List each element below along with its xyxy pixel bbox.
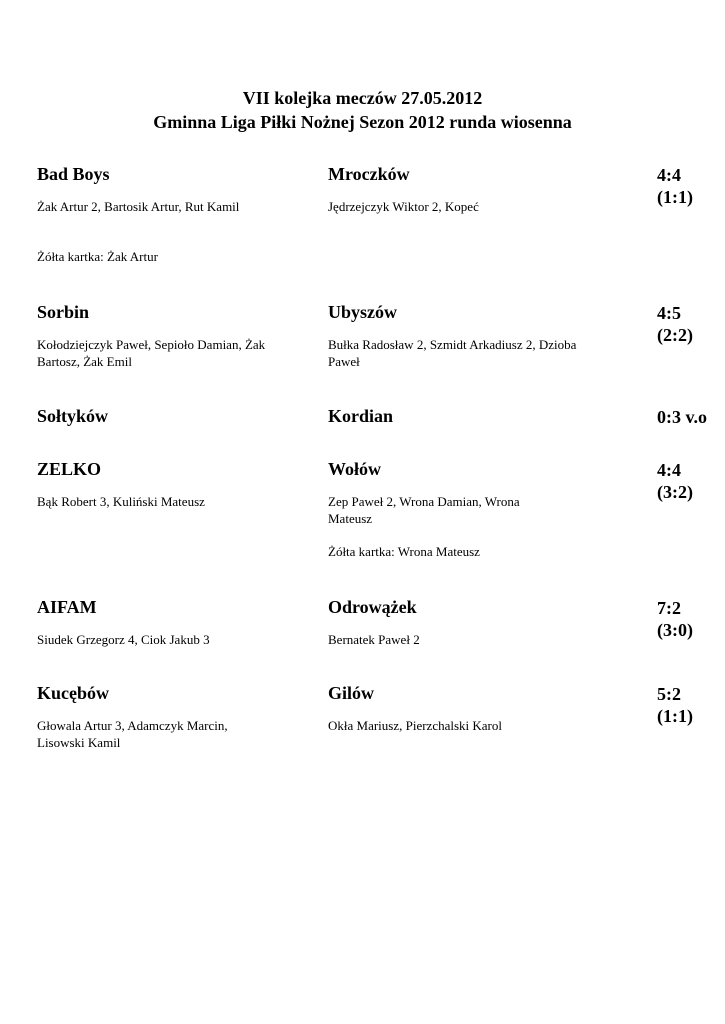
home-scorers: Kołodziejczyk Paweł, Sepioło Damian, Żak Bartosz, Żak Emil — [37, 337, 266, 369]
half-time-score: (3:2) — [657, 482, 693, 502]
away-yellow-card: Żółta kartka: Wrona Mateusz — [328, 544, 480, 559]
final-score: 5:2 — [657, 684, 681, 704]
half-time-score: (1:1) — [657, 706, 693, 726]
away-team: Mroczków — [328, 164, 410, 184]
final-score: 7:2 — [657, 598, 681, 618]
home-team: AIFAM — [37, 597, 97, 617]
home-team: Kucębów — [37, 683, 109, 703]
match-score — [657, 406, 707, 428]
home-team: Sorbin — [37, 302, 90, 322]
away-scorers: Bułka Radosław 2, Szmidt Arkadiusz 2, Dzioba Paweł — [328, 337, 577, 369]
home-scorers: Bąk Robert 3, Kuliński Mateusz — [37, 494, 205, 509]
half-time-score: (3:0) — [657, 620, 693, 640]
away-team: Wołów — [328, 459, 382, 479]
document-subtitle: Gminna Liga Piłki Nożnej Sezon 2012 runda wiosenna — [153, 112, 572, 132]
match-score — [657, 683, 693, 727]
away-scorers: Bernatek Paweł 2 — [328, 632, 420, 647]
away-team: Kordian — [328, 406, 394, 426]
home-scorers: Żak Artur 2, Bartosik Artur, Rut Kamil — [37, 199, 240, 214]
half-time-score: (2:2) — [657, 325, 693, 345]
match-score — [657, 459, 693, 503]
document-title: VII kolejka meczów 27.05.2012 — [242, 88, 483, 108]
home-team: Bad Boys — [37, 164, 110, 184]
home-yellow-card: Żółta kartka: Żak Artur — [37, 249, 158, 264]
final-score: 0:3 v.o — [657, 407, 708, 427]
home-team: Sołtyków — [37, 406, 109, 426]
match-score — [657, 164, 693, 208]
home-team: ZELKO — [37, 459, 102, 479]
away-team: Odrowążek — [328, 597, 417, 617]
away-scorers: Okła Mariusz, Pierzchalski Karol — [328, 718, 503, 733]
home-scorers: Siudek Grzegorz 4, Ciok Jakub 3 — [37, 632, 210, 647]
match-score — [657, 302, 693, 346]
final-score: 4:5 — [657, 303, 681, 323]
home-scorers: Głowala Artur 3, Adamczyk Marcin, Lisowski Kamil — [37, 718, 228, 750]
half-time-score: (1:1) — [657, 187, 693, 207]
away-team: Gilów — [328, 683, 375, 703]
away-scorers: Jędrzejczyk Wiktor 2, Kopeć — [328, 199, 479, 214]
away-team: Ubyszów — [328, 302, 398, 322]
final-score: 4:4 — [657, 165, 681, 185]
away-scorers: Zep Paweł 2, Wrona Damian, Wrona Mateusz — [328, 494, 520, 526]
match-score — [657, 597, 693, 641]
final-score: 4:4 — [657, 460, 681, 480]
